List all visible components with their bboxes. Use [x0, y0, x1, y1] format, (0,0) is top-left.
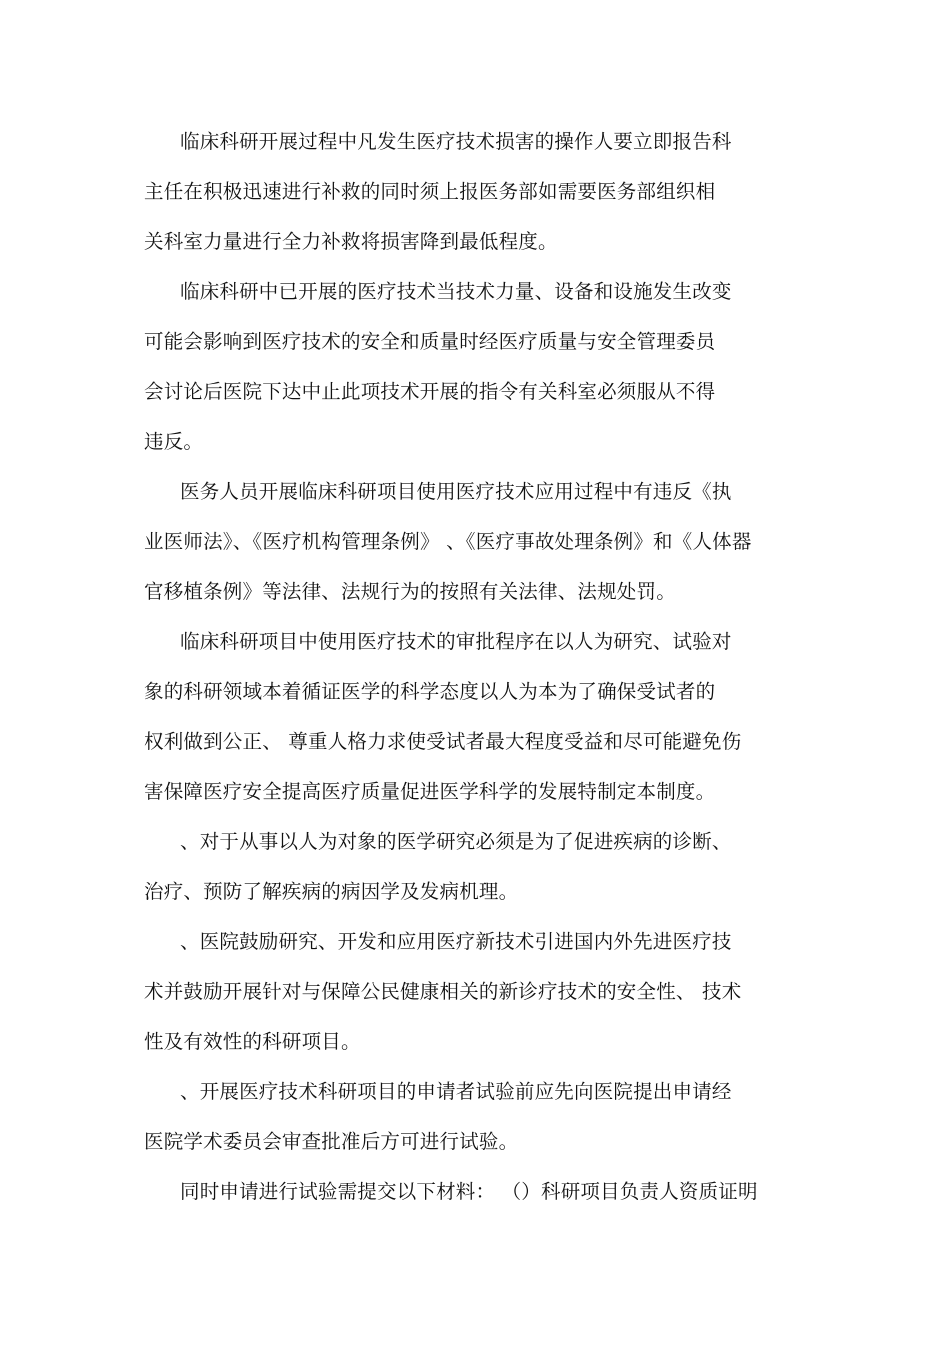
paragraph-line: 、开展医疗技术科研项目的申请者试验前应先向医院提出申请经	[180, 1080, 732, 1103]
paragraph-line: 临床科研中已开展的医疗技术当技术力量、设备和设施发生改变	[180, 280, 732, 303]
paragraph-line: 权利做到公正、 尊重人格力求使受试者最大程度受益和尽可能避免伤	[144, 730, 742, 753]
paragraph-line: 临床科研开展过程中凡发生医疗技术损害的操作人要立即报告科	[180, 130, 732, 153]
paragraph-line: 、医院鼓励研究、开发和应用医疗新技术引进国内外先进医疗技	[180, 930, 732, 953]
paragraph-line: 医务人员开展临床科研项目使用医疗技术应用过程中有违反《执	[180, 480, 732, 503]
paragraph-line: 临床科研项目中使用医疗技术的审批程序在以人为研究、试验对	[180, 630, 732, 653]
paragraph-line: 关科室力量进行全力补救将损害降到最低程度。	[144, 230, 558, 253]
paragraph-line: 治疗、预防了解疾病的病因学及发病机理。	[144, 880, 519, 903]
paragraph-line: 会讨论后医院下达中止此项技术开展的指令有关科室必须服从不得	[144, 380, 716, 403]
paragraph-line: 主任在积极迅速进行补救的同时须上报医务部如需要医务部组织相	[144, 180, 716, 203]
paragraph-line: 象的科研领域本着循证医学的科学态度以人为本为了确保受试者的	[144, 680, 716, 703]
paragraph-line: 同时申请进行试验需提交以下材料： （）科研项目负责人资质证明	[180, 1180, 758, 1203]
paragraph-line: 可能会影响到医疗技术的安全和质量时经医疗质量与安全管理委员	[144, 330, 716, 353]
paragraph-line: 、对于从事以人为对象的医学研究必须是为了促进疾病的诊断、	[180, 830, 732, 853]
paragraph-line: 性及有效性的科研项目。	[144, 1030, 361, 1053]
paragraph-line: 违反。	[144, 430, 204, 453]
paragraph-line: 害保障医疗安全提高医疗质量促进医学科学的发展特制定本制度。	[144, 780, 716, 803]
paragraph-line: 术并鼓励开展针对与保障公民健康相关的新诊疗技术的安全性、 技术	[144, 980, 742, 1003]
paragraph-line: 官移植条例》等法律、法规行为的按照有关法律、法规处罚。	[144, 580, 676, 603]
paragraph-line: 医院学术委员会审查批准后方可进行试验。	[144, 1130, 519, 1153]
paragraph-line: 业医师法》、《医疗机构管理条例》 、《医疗事故处理条例》和《人体器	[144, 530, 752, 553]
